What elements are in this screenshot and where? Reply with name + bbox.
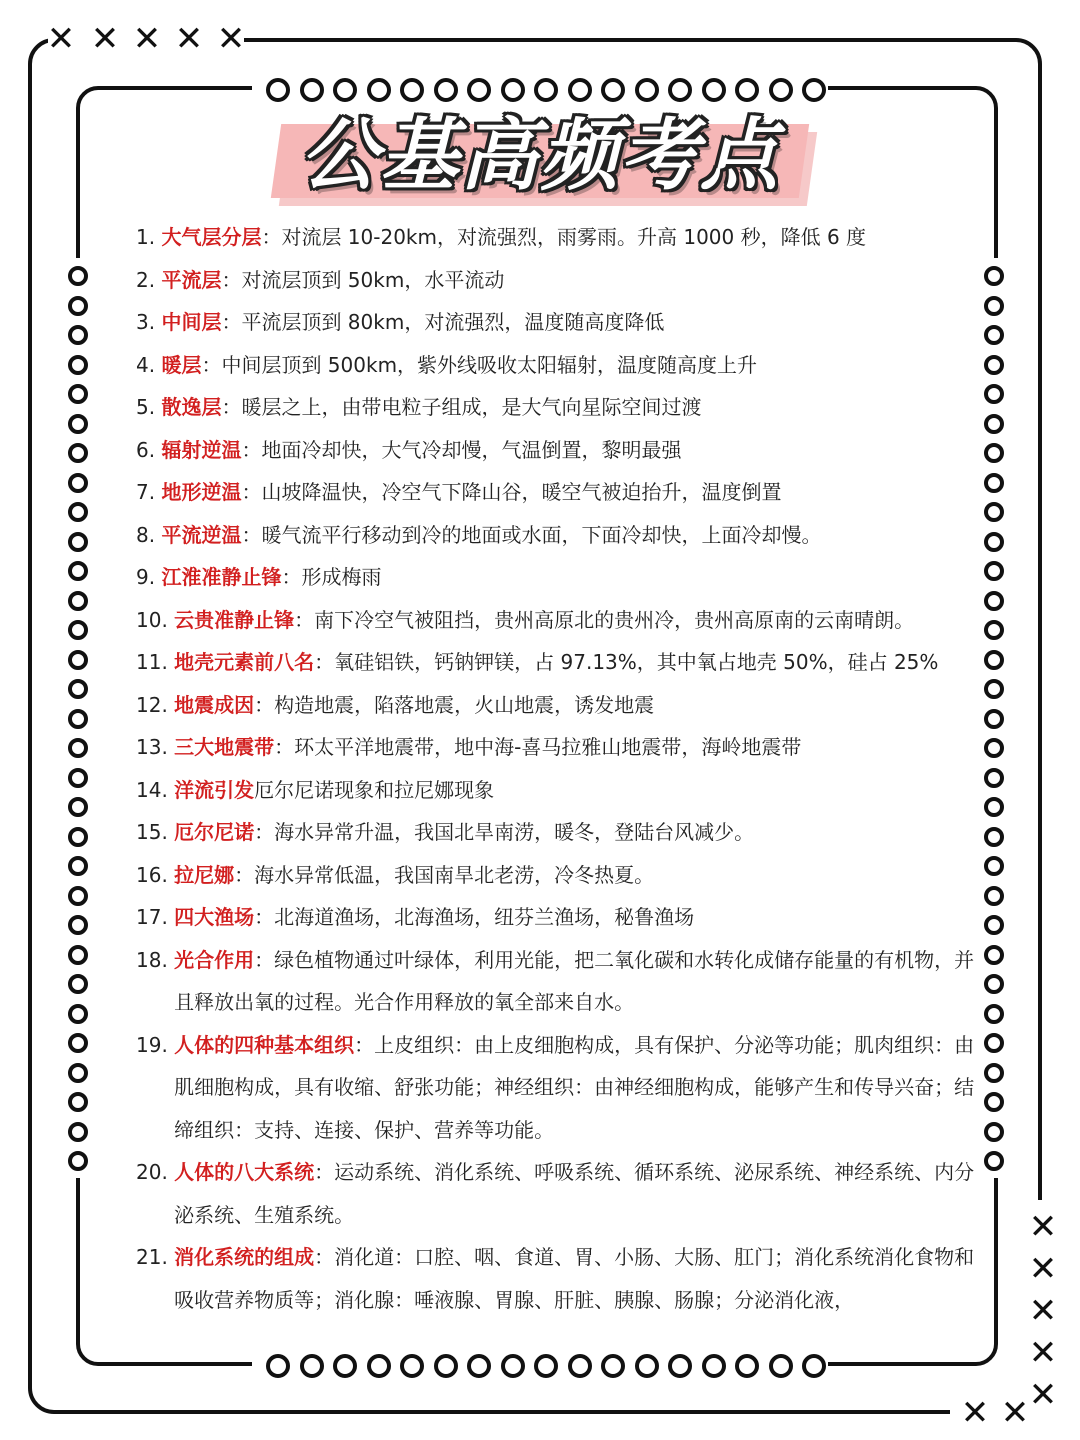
item-number: 8. (136, 522, 162, 547)
item-number: 5. (136, 395, 162, 419)
list-item (136, 684, 988, 727)
item-number: 21. (136, 1245, 175, 1269)
item-number: 11. (136, 650, 175, 674)
item-text (161, 386, 988, 429)
x-mark-icon: ✕ (46, 19, 76, 59)
ring-icon (668, 1354, 692, 1378)
item-keyword: 平流逆温 (161, 522, 242, 547)
item-keyword: 洋流引发 (174, 777, 255, 802)
item-text (174, 854, 988, 897)
item-keyword: 四大渔场 (174, 905, 255, 929)
item-text (161, 301, 988, 344)
item-text (161, 259, 988, 302)
ring-icon (68, 384, 88, 404)
ring-icon (601, 1354, 625, 1378)
ring-icon (534, 78, 558, 102)
ring-icon (802, 78, 826, 102)
ring-icon (568, 78, 592, 102)
item-keyword: 大气层分层 (161, 225, 262, 249)
list-item (136, 726, 988, 769)
item-keyword: 三大地震带 (174, 735, 275, 759)
ring-icon (501, 78, 525, 102)
list-item (136, 641, 988, 684)
item-keyword: 平流层 (161, 267, 222, 292)
x-mark-icon: ✕ (1000, 1393, 1030, 1433)
ring-icon (68, 1063, 88, 1083)
ring-icon (68, 325, 88, 345)
list-item (136, 1236, 988, 1321)
ring-icon (735, 78, 759, 102)
item-number: 19. (136, 1032, 175, 1057)
ring-icon (68, 532, 88, 552)
item-text (174, 726, 988, 769)
ring-icon (68, 473, 88, 493)
ring-icon (68, 502, 88, 522)
ring-icon (68, 1092, 88, 1112)
item-keyword: 拉尼娜 (174, 862, 235, 887)
item-description: ：绿色植物通过叶绿体，利用光能，把二氧化碳和水转化成储存能量的有机物，并且释放出氧的过程。光合作用释放的氧全部来自水。 (174, 947, 975, 1014)
item-keyword: 消化系统的组成 (174, 1245, 315, 1269)
item-text (174, 896, 988, 939)
item-number: 4. (136, 352, 162, 377)
page-title: 公基高频考点 (299, 111, 780, 201)
ring-icon (68, 296, 88, 316)
ring-icon (635, 78, 659, 102)
ring-icon (68, 856, 88, 876)
item-text (161, 556, 988, 599)
item-keyword: 江淮准静止锋 (161, 565, 282, 589)
item-number: 14. (136, 777, 175, 802)
x-mark-icon: ✕ (216, 19, 246, 59)
list-item (136, 556, 988, 599)
ring-icon (568, 1354, 592, 1378)
list-item (136, 599, 988, 642)
item-description: ：对流层顶到 50km，水平流动 (221, 267, 505, 292)
item-number: 9. (136, 565, 162, 589)
ring-icon (68, 591, 88, 611)
item-number: 2. (136, 267, 162, 292)
item-number: 17. (136, 905, 175, 929)
ring-icon (769, 1354, 793, 1378)
ring-icon (68, 886, 88, 906)
item-number: 15. (136, 820, 175, 844)
ring-icon (68, 1151, 88, 1171)
list-item (136, 811, 988, 854)
item-keyword: 地震成因 (174, 692, 255, 717)
list-item (136, 769, 988, 812)
ring-icon (434, 1354, 458, 1378)
item-number: 1. (136, 225, 162, 249)
ring-icon (68, 620, 88, 640)
item-text (174, 939, 988, 1024)
ring-icon (68, 561, 88, 581)
ring-icon (68, 945, 88, 965)
list-item (136, 939, 988, 1024)
item-text (161, 216, 988, 259)
ring-icon (68, 443, 88, 463)
ring-icon (68, 827, 88, 847)
x-mark-icon: ✕ (1028, 1207, 1058, 1247)
item-description: ：海水异常低温，我国南旱北老涝，冷冬热夏。 (234, 862, 655, 887)
ring-icon (400, 1354, 424, 1378)
ring-icon (68, 797, 88, 817)
list-item (136, 429, 988, 472)
ring-icon (68, 414, 88, 434)
ring-icon (68, 1033, 88, 1053)
item-keyword: 辐射逆温 (161, 437, 242, 462)
item-description: ：环太平洋地震带，地中海-喜马拉雅山地震带，海岭地震带 (274, 735, 802, 759)
x-mark-icon: ✕ (90, 19, 120, 59)
ring-icon (300, 78, 324, 102)
ring-icon (702, 78, 726, 102)
item-description: ：运动系统、消化系统、呼吸系统、循环系统、泌尿系统、神经系统、内分泌系统、生殖系统。 (174, 1160, 975, 1227)
x-mark-icon: ✕ (1028, 1291, 1058, 1331)
item-text (161, 429, 988, 472)
ring-icon (668, 78, 692, 102)
list-item (136, 1151, 988, 1236)
item-keyword: 厄尔尼诺 (174, 820, 255, 844)
item-text (174, 811, 988, 854)
item-description: ：南下冷空气被阻挡，贵州高原北的贵州冷，贵州高原南的云南晴朗。 (294, 607, 915, 632)
item-description: ：对流层 10-20km，对流强烈，雨雾雨。升高 1000 秒，降低 6 度 (261, 225, 867, 249)
list-item (136, 896, 988, 939)
item-keyword: 光合作用 (174, 947, 255, 972)
ring-icon (400, 78, 424, 102)
item-text (174, 1236, 988, 1321)
item-description: ：平流层顶到 80km，对流强烈，温度随高度降低 (221, 310, 665, 334)
item-text (174, 1024, 988, 1152)
item-number: 12. (136, 692, 175, 717)
item-description: ：消化道：口腔、咽、食道、胃、小肠、大肠、肛门；消化系统消化食物和吸收营养物质等；消化腺：唾液腺、胃腺、肝脏、胰腺、肠腺；分泌消化液， (174, 1245, 975, 1312)
item-text (174, 1151, 988, 1236)
item-keyword: 散逸层 (161, 395, 222, 419)
ring-icon (68, 768, 88, 788)
item-keyword: 云贵准静止锋 (174, 607, 295, 632)
item-number: 7. (136, 480, 162, 504)
item-number: 16. (136, 862, 175, 887)
list-item (136, 259, 988, 302)
ring-icon (68, 1004, 88, 1024)
x-mark-icon: ✕ (1028, 1249, 1058, 1289)
list-item (136, 216, 988, 259)
item-description: ：山坡降温快，冷空气下降山谷，暖空气被迫抬升，温度倒置 (241, 480, 782, 504)
ring-icon (601, 78, 625, 102)
x-mark-icon: ✕ (1028, 1333, 1058, 1373)
ring-icon (266, 78, 290, 102)
ring-icon (702, 1354, 726, 1378)
item-description: 厄尔尼诺现象和拉尼娜现象 (254, 777, 495, 802)
ring-icon (467, 78, 491, 102)
item-description: ：海水异常升温，我国北旱南涝，暖冬，登陆台风减少。 (254, 820, 755, 844)
item-number: 20. (136, 1160, 175, 1184)
item-number: 3. (136, 310, 162, 334)
ring-icon (68, 679, 88, 699)
ring-icon (68, 738, 88, 758)
item-keyword: 中间层 (161, 310, 222, 334)
ring-icon (769, 78, 793, 102)
ring-icon (501, 1354, 525, 1378)
list-item (136, 1024, 988, 1152)
x-mark-icon: ✕ (174, 19, 204, 59)
item-number: 10. (136, 607, 175, 632)
x-mark-icon: ✕ (960, 1393, 990, 1433)
ring-icon (68, 650, 88, 670)
item-text (174, 684, 988, 727)
item-description: ：上皮组织：由上皮细胞构成，具有保护、分泌等功能；肌肉组织：由肌细胞构成，具有收缩、舒张功能；神经组织：由神经细胞构成，能够产生和传导兴奋；结缔组织：支持、连接、保护、营养等功能。 (174, 1032, 975, 1142)
item-description: ：构造地震，陷落地震，火山地震，诱发地震 (254, 692, 655, 717)
item-description: ：暖层之上，由带电粒子组成，是大气向星际空间过渡 (221, 395, 702, 419)
ring-icon (802, 1354, 826, 1378)
item-keyword: 人体的四种基本组织 (174, 1032, 355, 1057)
ring-icon (68, 709, 88, 729)
list-item (136, 386, 988, 429)
ring-icon (635, 1354, 659, 1378)
ring-icon (534, 1354, 558, 1378)
item-text (174, 769, 988, 812)
ring-icon (68, 355, 88, 375)
item-description: ：氧硅铝铁，钙钠钾镁，占 97.13%，其中氧占地壳 50%，硅占 25% (314, 650, 939, 674)
item-keyword: 地壳元素前八名 (174, 650, 315, 674)
ring-icon (300, 1354, 324, 1378)
item-description: ：中间层顶到 500km，紫外线吸收太阳辐射，温度随高度上升 (201, 352, 758, 377)
item-number: 18. (136, 947, 175, 972)
ring-icon (467, 1354, 491, 1378)
x-mark-icon: ✕ (1028, 1375, 1058, 1415)
knowledge-list (136, 216, 988, 1321)
list-item (136, 471, 988, 514)
ring-icon (68, 1122, 88, 1142)
item-number: 6. (136, 437, 162, 462)
list-item (136, 301, 988, 344)
list-item (136, 854, 988, 897)
ring-icon (68, 974, 88, 994)
item-keyword: 暖层 (161, 352, 202, 377)
item-text (161, 471, 988, 514)
item-number: 13. (136, 735, 175, 759)
ring-icon (735, 1354, 759, 1378)
list-item (136, 514, 988, 557)
item-description: ：形成梅雨 (281, 565, 382, 589)
item-text (174, 599, 988, 642)
ring-icon (367, 1354, 391, 1378)
ring-icon (333, 1354, 357, 1378)
ring-icon (333, 78, 357, 102)
item-text (161, 514, 988, 557)
ring-icon (434, 78, 458, 102)
ring-icon (367, 78, 391, 102)
item-description: ：暖气流平行移动到冷的地面或水面，下面冷却快，上面冷却慢。 (241, 522, 822, 547)
item-description: ：地面冷却快，大气冷却慢，气温倒置，黎明最强 (241, 437, 682, 462)
item-description: ：北海道渔场，北海渔场，纽芬兰渔场，秘鲁渔场 (254, 905, 695, 929)
ring-icon (266, 1354, 290, 1378)
x-mark-icon: ✕ (132, 19, 162, 59)
item-text (174, 641, 988, 684)
item-keyword: 人体的八大系统 (174, 1160, 315, 1184)
list-item (136, 344, 988, 387)
item-keyword: 地形逆温 (161, 480, 242, 504)
ring-icon (68, 266, 88, 286)
ring-icon (68, 915, 88, 935)
item-text (161, 344, 988, 387)
